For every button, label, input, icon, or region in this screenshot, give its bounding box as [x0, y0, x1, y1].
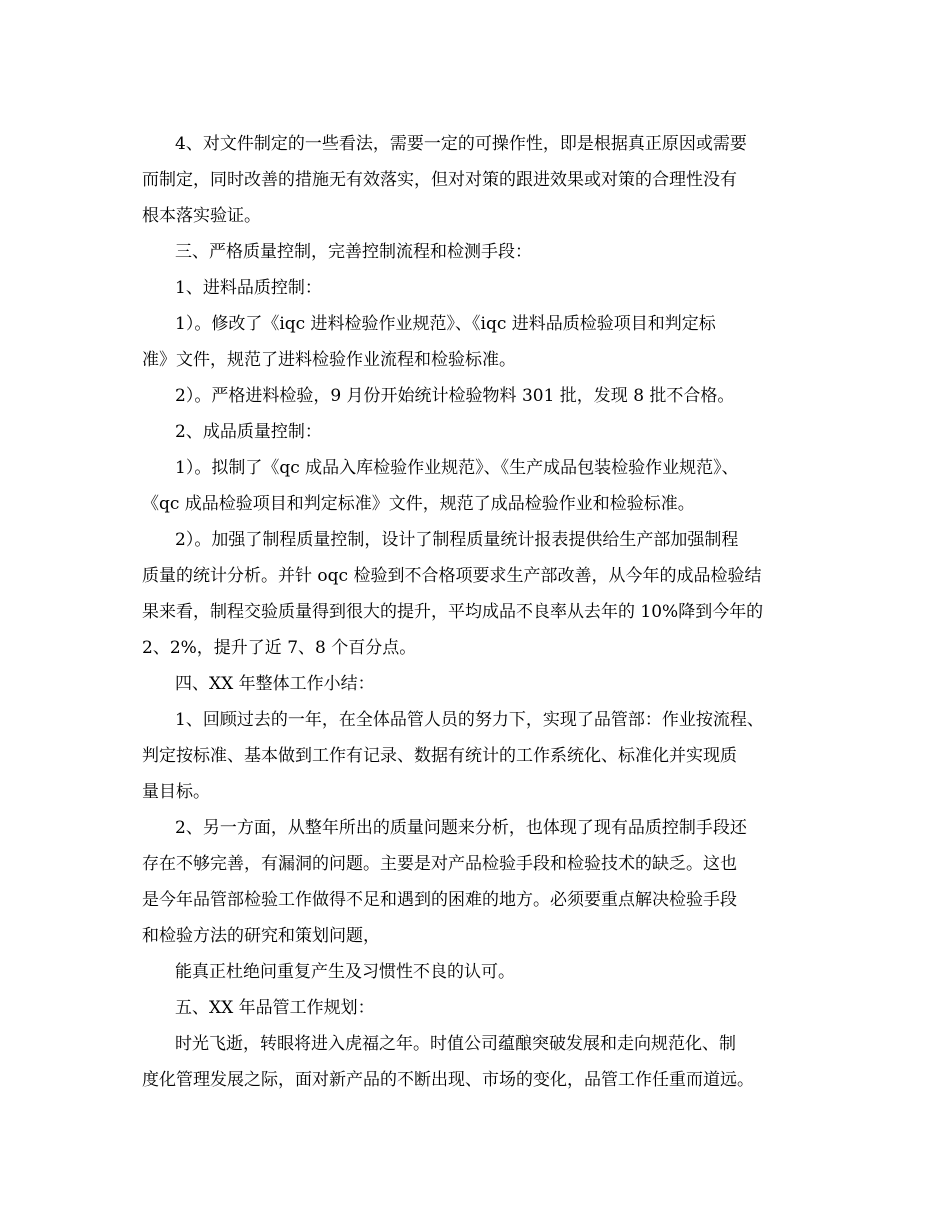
- paragraph-line: 2）。严格进料检验，9 月份开始统计检验物料 301 批，发现 8 批不合格。: [175, 386, 735, 406]
- paragraph-line: 能真正杜绝问重复产生及习惯性不良的认可。: [175, 962, 515, 982]
- section-heading: 四、XX 年整体工作小结：: [175, 674, 375, 694]
- paragraph-line: 根本落实验证。: [142, 206, 261, 226]
- paragraph-line: 量目标。: [142, 782, 210, 802]
- paragraph-line: 存在不够完善，有漏洞的问题。主要是对产品检验手段和检验技术的缺乏。这也: [142, 854, 737, 874]
- paragraph-line: 2、另一方面，从整年所出的质量问题来分析，也体现了现有品质控制手段还: [175, 818, 747, 838]
- section-heading: 三、严格质量控制，完善控制流程和检测手段：: [175, 242, 532, 262]
- paragraph-line: 而制定，同时改善的措施无有效落实，但对对策的跟进效果或对策的合理性没有: [142, 170, 737, 190]
- paragraph-line: 准》文件，规范了进料检验作业流程和检验标准。: [142, 350, 516, 370]
- paragraph-line: 1、回顾过去的一年，在全体品管人员的努力下，实现了品管部：作业按流程、: [175, 710, 764, 730]
- section-heading: 五、XX 年品管工作规划：: [175, 998, 375, 1018]
- subsection-heading: 2、成品质量控制：: [175, 422, 322, 442]
- paragraph-line: 度化管理发展之际，面对新产品的不断出现、市场的变化，品管工作任重而道远。: [142, 1070, 754, 1090]
- paragraph-line: 时光飞逝，转眼将进入虎福之年。时值公司蕴酿突破发展和走向规范化、制: [175, 1034, 736, 1054]
- paragraph-line: 2、2%，提升了近 7、8 个百分点。: [142, 638, 417, 658]
- paragraph-line: 1）。修改了《iqc 进料检验作业规范》、《iqc 进料品质检验项目和判定标: [175, 314, 716, 334]
- paragraph-line: 是今年品管部检验工作做得不足和遇到的困难的地方。必须要重点解决检验手段: [142, 890, 737, 910]
- paragraph-line: 判定按标准、基本做到工作有记录、数据有统计的工作系统化、标准化并实现质: [142, 746, 737, 766]
- paragraph-line: 《qc 成品检验项目和判定标准》文件，规范了成品检验作业和检验标准。: [142, 494, 695, 514]
- paragraph-line: 果来看，制程交验质量得到很大的提升，平均成品不良率从去年的 10%降到今年的: [142, 602, 764, 622]
- paragraph-line: 质量的统计分析。并针 oqc 检验到不合格项要求生产部改善，从今年的成品检验结: [142, 566, 762, 586]
- subsection-heading: 1、进料品质控制：: [175, 278, 322, 298]
- paragraph-line: 和检验方法的研究和策划问题，: [142, 926, 380, 946]
- paragraph-line: 2）。加强了制程质量控制，设计了制程质量统计报表提供给生产部加强制程: [175, 530, 739, 550]
- paragraph-line: 1）。拟制了《qc 成品入库检验作业规范》、《生产成品包装检验作业规范》、: [175, 458, 739, 478]
- paragraph-line: 4、对文件制定的一些看法，需要一定的可操作性，即是根据真正原因或需要: [175, 134, 747, 154]
